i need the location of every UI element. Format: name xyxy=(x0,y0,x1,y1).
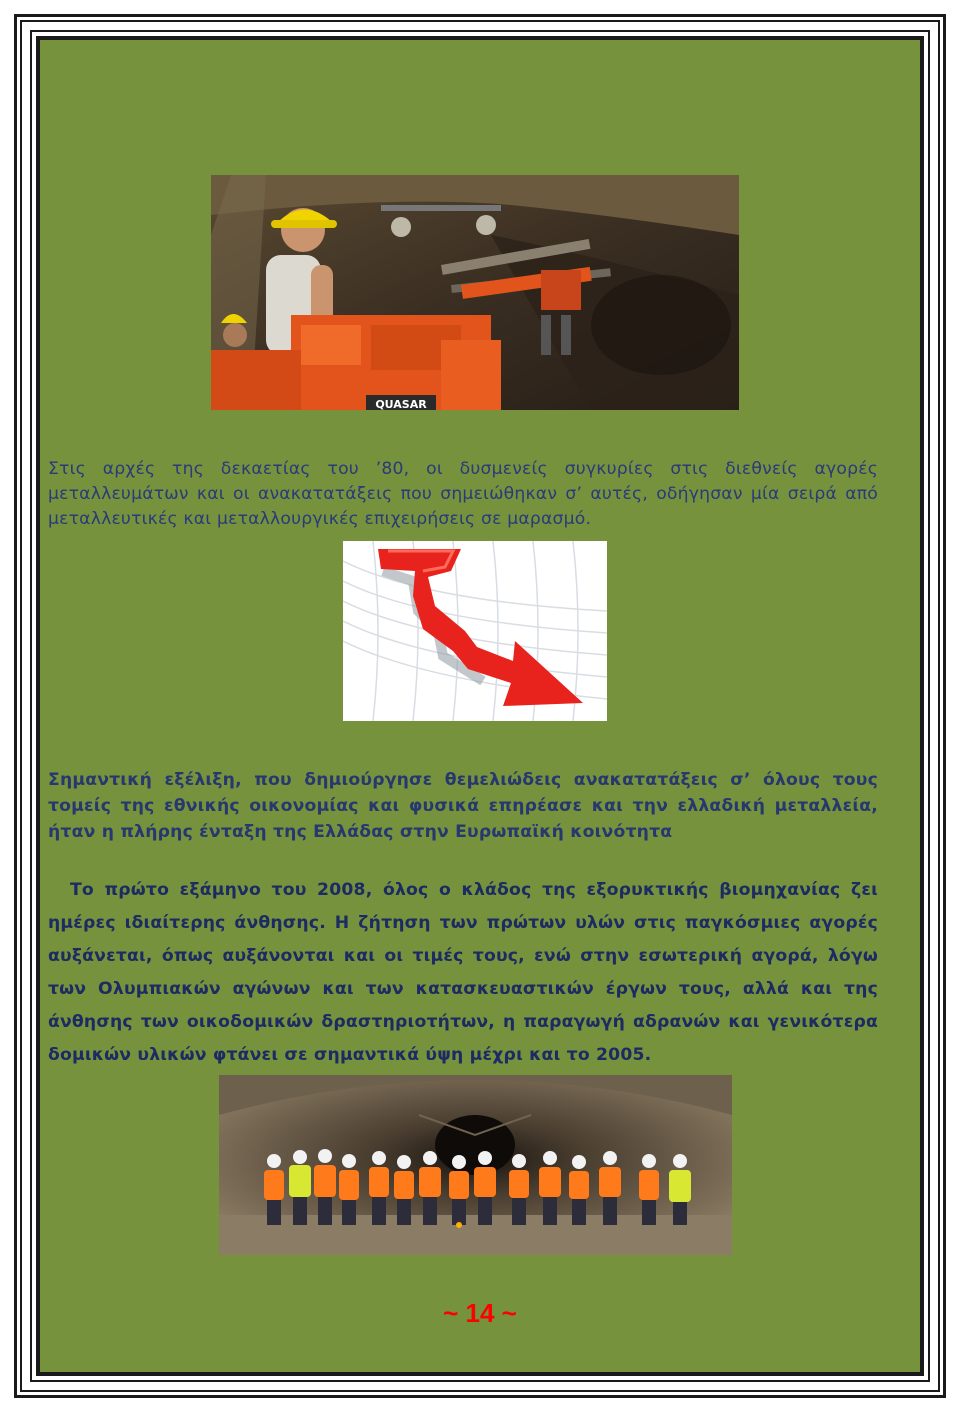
declining-arrow-image xyxy=(343,541,607,721)
paragraph-2008 xyxy=(48,874,878,1072)
paragraph-2008-text: Το πρώτο εξάμηνο του 2008, όλος ο κλάδος της εξορυκτικής βιομηχανίας ζει ημέρες ιδιαίτερης άνθησης. Η ζήτηση των πρώτων υλών στις παγκόσμιες αγορές αυξάνεται, όπως αυξάνονται και οι τιμές τους, ενώ στην εσωτερική αγορά, λόγω των Ολυμπιακών αγώνων και των κατασκευαστικών έργων τους, αλλά και της άνθησης των οικοδομικών δραστηριοτήτων, η παραγωγή αδρανών και γενικότερα δομικών υλικών φτάνει σε σημαντικά ύψη μέχρι και το 2005. xyxy=(48,880,878,1066)
paragraph-decline: Στις αρχές της δεκαετίας του ’80, οι δυσμενείς συγκυρίες στις διεθνείς αγορές μεταλλευμάτων και οι ανακατατάξεις που σημειώθηκαν σ’ αυτές, οδήγησαν μία σειρά από μεταλλευτικές και μεταλλουργικές επιχειρήσεις σε μαρασμό. xyxy=(48,459,878,530)
machine-label: QUASAR xyxy=(375,398,427,410)
paragraph-eu-integration: Σημαντική εξέλιξη, που δημιούργησε θεμελιώδεις ανακατατάξεις σ’ όλους τους τομείς της εθνικής οικονομίας και φυσικά επηρέασε και την ελλαδική μεταλλεία, ήταν η πλήρης ένταξη της Ελλάδας στην Ευρωπαϊκή κοινότητα xyxy=(48,770,878,843)
tunnel-group-photo xyxy=(219,1075,732,1255)
miner-drilling-photo xyxy=(211,175,739,410)
page-number: ~ 14 ~ xyxy=(443,1298,517,1328)
